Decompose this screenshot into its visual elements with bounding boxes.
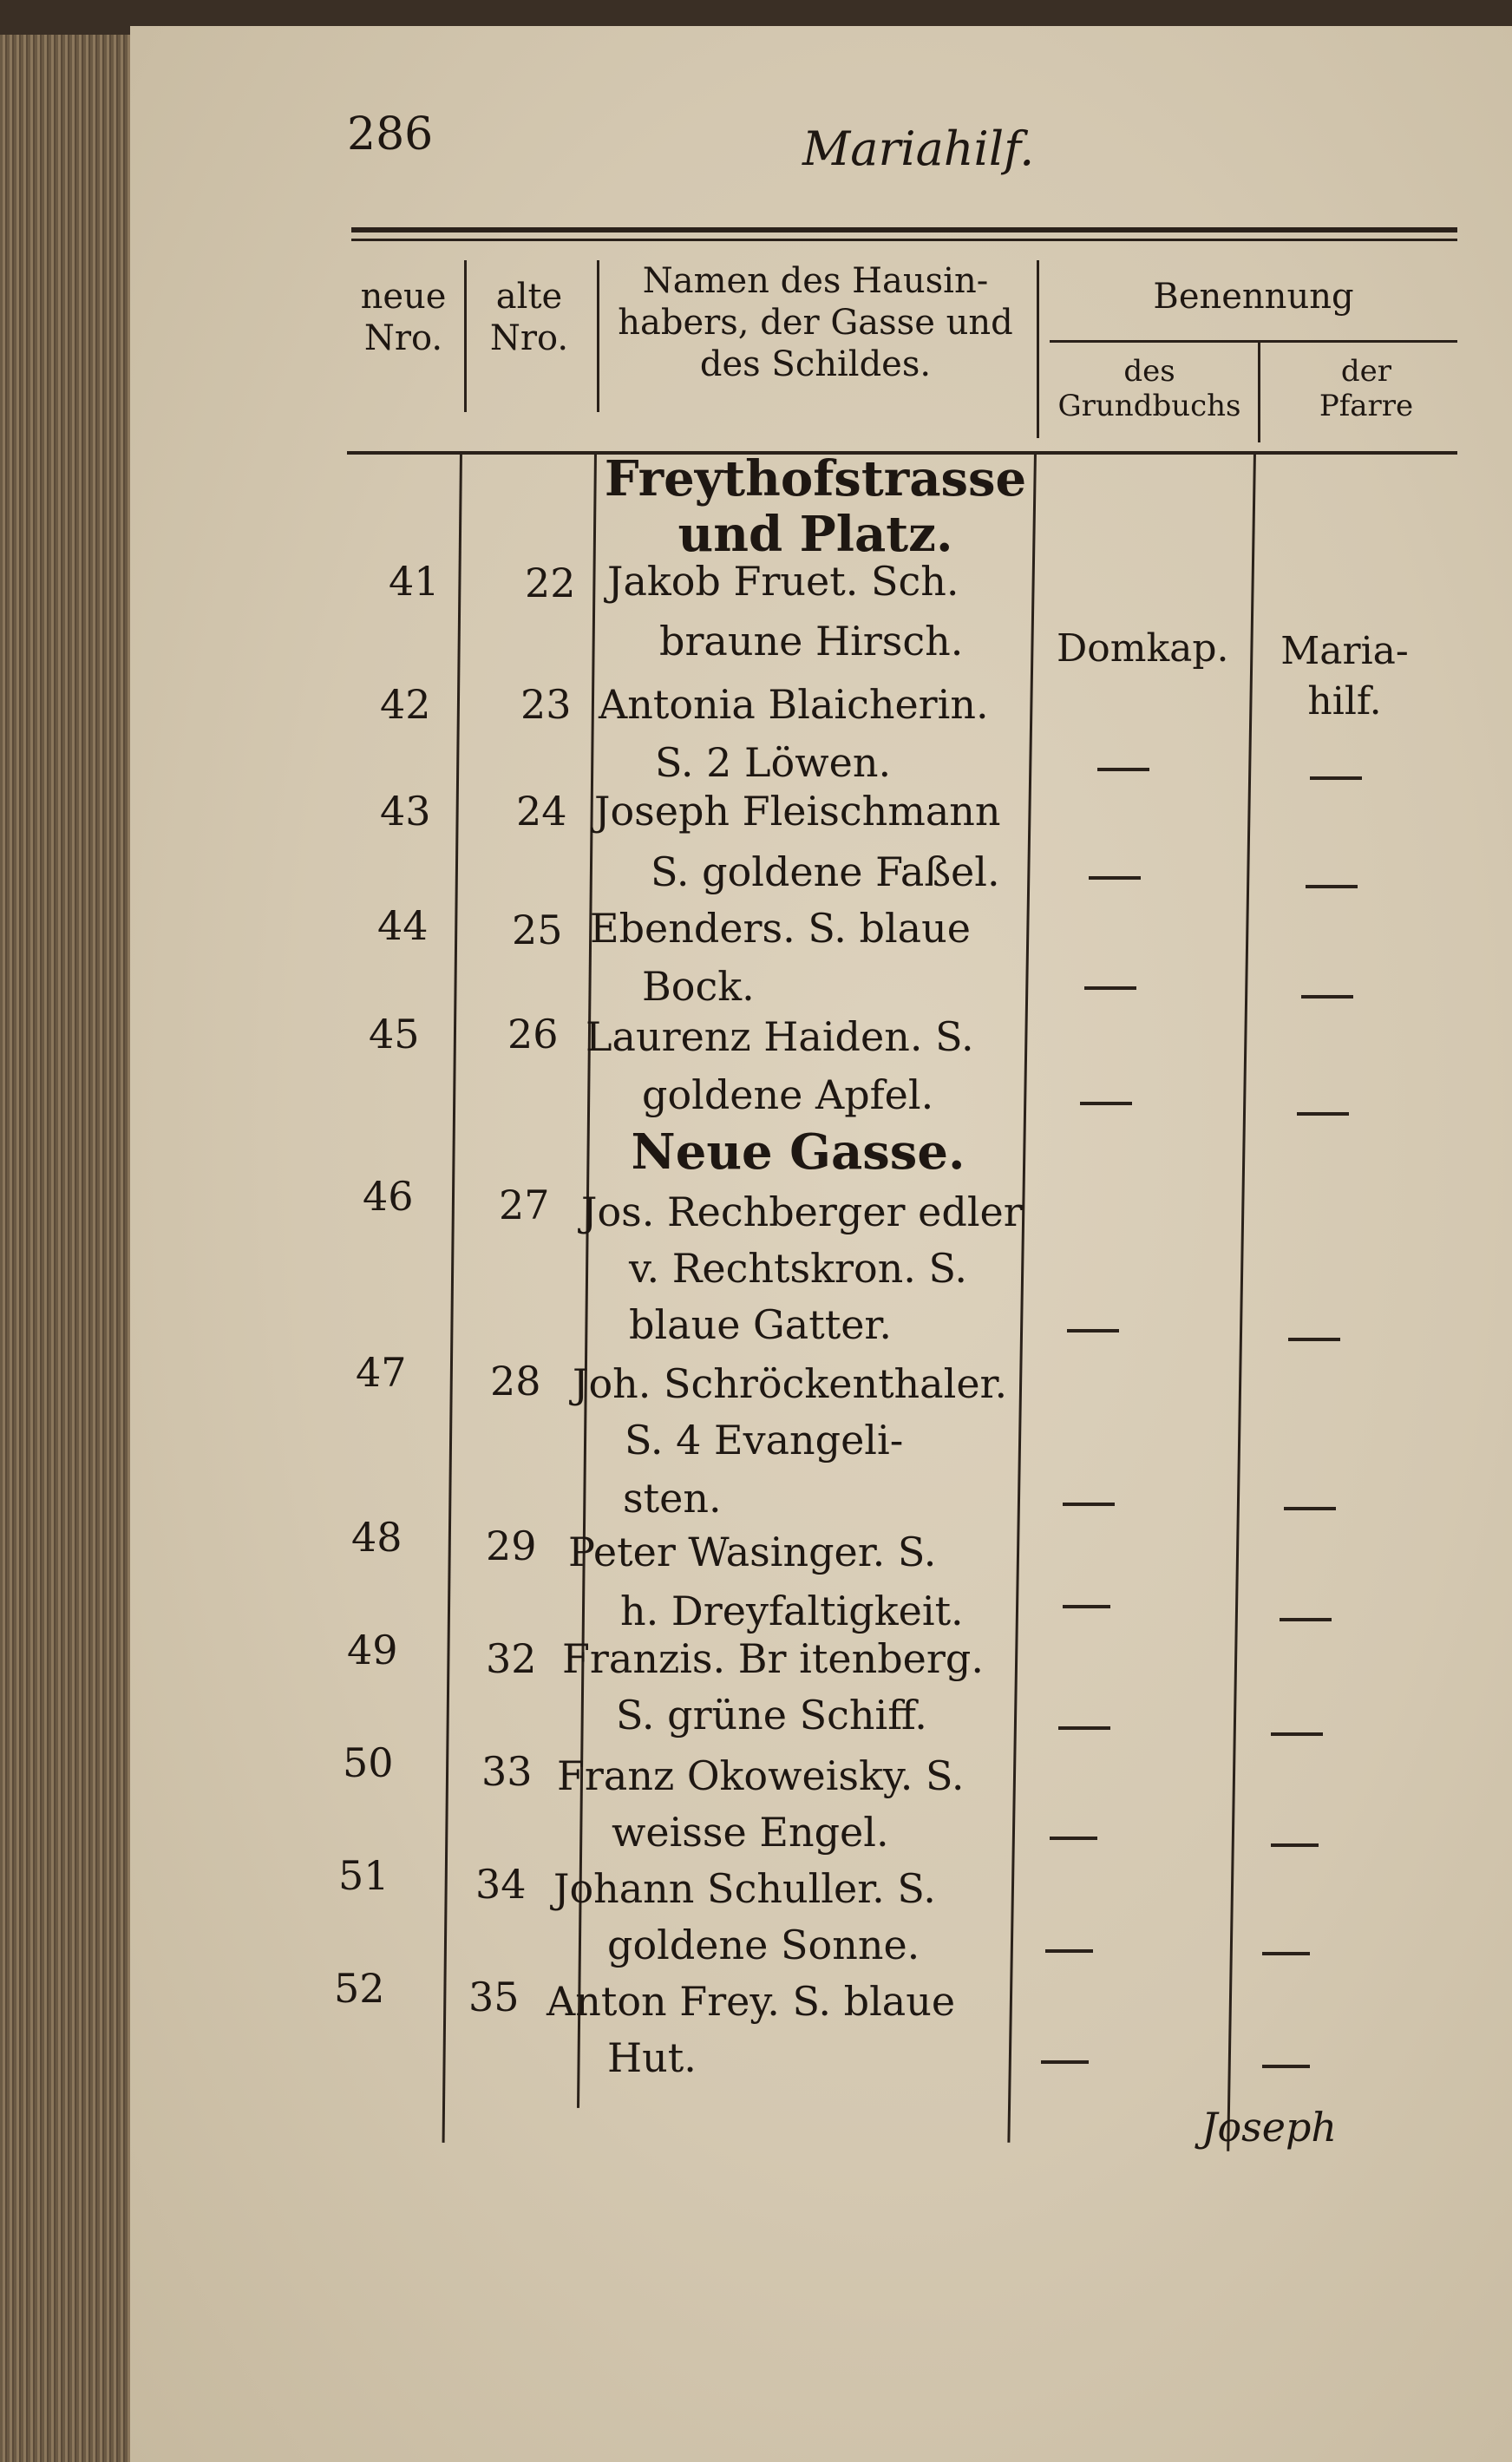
new-number: 51 (338, 1852, 389, 1899)
ditto-dash (1288, 1338, 1340, 1341)
header-pfarre: der Pfarre (1319, 354, 1414, 423)
owner-line: Bock. (642, 963, 755, 1010)
ditto-dash (1089, 876, 1141, 880)
ditto-dash (1063, 1503, 1115, 1506)
owner-line: Laurenz Haiden. S. (586, 1013, 974, 1060)
new-number: 43 (380, 788, 431, 835)
street-heading: Freythofstrasse und Platz. (604, 450, 1027, 563)
ditto-dash (1271, 1843, 1319, 1847)
owner-line: Joseph Fleischmann (594, 788, 1001, 835)
owner-line: S. 2 Löwen. (655, 739, 892, 786)
header-designation: Benennung (1153, 277, 1354, 317)
ditto-dash (1080, 1102, 1132, 1105)
owner-line: S. goldene Faßel. (651, 848, 1000, 895)
header-grundbuch: des Grundbuchs (1057, 354, 1241, 423)
catchword: Joseph (1201, 2104, 1338, 2151)
owner-line: v. Rechtskron. S. (629, 1245, 968, 1292)
ditto-dash (1063, 1605, 1110, 1608)
ditto-dash (1067, 1329, 1119, 1332)
old-number: 35 (468, 1974, 520, 2020)
pfarre-value: Maria-hilf. (1280, 629, 1409, 724)
old-number: 25 (512, 907, 563, 953)
new-number: 50 (343, 1739, 394, 1786)
header-col-rule-2 (597, 260, 599, 412)
owner-line: weisse Engel. (612, 1809, 889, 1856)
old-number: 27 (499, 1182, 550, 1228)
owner-line: Johann Schuller. S. (553, 1865, 936, 1912)
old-number: 34 (475, 1861, 527, 1908)
grundbuch-value: Domkap. (1057, 626, 1229, 671)
old-number: 28 (490, 1358, 541, 1405)
ditto-dash (1306, 885, 1358, 888)
header-old-no: alte Nro. (489, 277, 569, 358)
owner-line: S. 4 Evangeli- (625, 1417, 904, 1463)
owner-line: sten. (623, 1475, 722, 1522)
old-number: 32 (486, 1635, 537, 1682)
owner-line: Anton Frey. S. blaue (547, 1978, 956, 2025)
ditto-dash (1280, 1618, 1332, 1621)
ditto-dash (1041, 2060, 1089, 2064)
ditto-dash (1058, 1726, 1110, 1730)
owner-line: Antonia Blaicherin. (599, 681, 989, 728)
page-number: 286 (347, 108, 434, 160)
ditto-dash (1271, 1732, 1323, 1736)
owner-line: Peter Wasinger. S. (568, 1529, 937, 1575)
owner-line: Jakob Fruet. Sch. (607, 558, 959, 605)
new-number: 45 (369, 1011, 420, 1057)
top-rule-thin (351, 239, 1457, 241)
owner-line: Ebenders. S. blaue (590, 905, 971, 952)
ditto-dash (1050, 1837, 1097, 1840)
old-number: 29 (486, 1522, 537, 1569)
new-number: 47 (356, 1349, 407, 1396)
street-heading: Neue Gasse. (631, 1123, 965, 1181)
owner-line: Joh. Schröckenthaler. (573, 1360, 1008, 1407)
top-rule (351, 227, 1457, 232)
running-head: Mariahilf. (802, 121, 1035, 176)
old-number: 26 (507, 1011, 559, 1057)
old-number: 24 (516, 788, 567, 835)
ditto-dash (1045, 1949, 1093, 1953)
new-number: 48 (351, 1514, 403, 1561)
owner-line: goldene Apfel. (642, 1071, 934, 1118)
owner-line: Franz Okoweisky. S. (557, 1752, 965, 1799)
new-number: 49 (347, 1627, 398, 1673)
ditto-dash (1097, 768, 1149, 771)
ditto-dash (1084, 986, 1136, 990)
header-col-rule-1 (464, 260, 467, 412)
owner-line: Hut. (607, 2034, 697, 2081)
owner-line: goldene Sonne. (607, 1922, 920, 1968)
header-owner: Namen des Hausin- habers, der Gasse und des Schildes. (618, 261, 1013, 384)
ditto-dash (1262, 1952, 1310, 1955)
new-number: 42 (380, 681, 431, 728)
new-number: 46 (363, 1173, 414, 1220)
owner-line: S. grüne Schiff. (616, 1692, 927, 1738)
header-col-rule-3 (1037, 260, 1039, 438)
owner-line: Jos. Rechberger edler (581, 1188, 1023, 1235)
ditto-dash (1297, 1112, 1349, 1116)
owner-line: braune Hirsch. (659, 618, 964, 665)
new-number: 44 (377, 902, 429, 949)
new-number: 41 (389, 558, 440, 605)
old-number: 23 (520, 681, 572, 728)
owner-line: Franzis. Br itenberg. (562, 1635, 984, 1682)
new-number: 52 (334, 1965, 385, 2012)
header-sub-rule (1050, 340, 1457, 343)
ditto-dash (1310, 776, 1362, 780)
old-number: 33 (481, 1748, 533, 1795)
ditto-dash (1262, 2065, 1310, 2068)
owner-line: blaue Gatter. (629, 1301, 892, 1348)
ditto-dash (1301, 995, 1353, 999)
old-number: 22 (525, 560, 576, 606)
header-new-no: neue Nro. (360, 277, 447, 358)
owner-line: h. Dreyfaltigkeit. (620, 1588, 964, 1634)
header-col-rule-4 (1258, 343, 1260, 442)
ditto-dash (1284, 1507, 1336, 1510)
